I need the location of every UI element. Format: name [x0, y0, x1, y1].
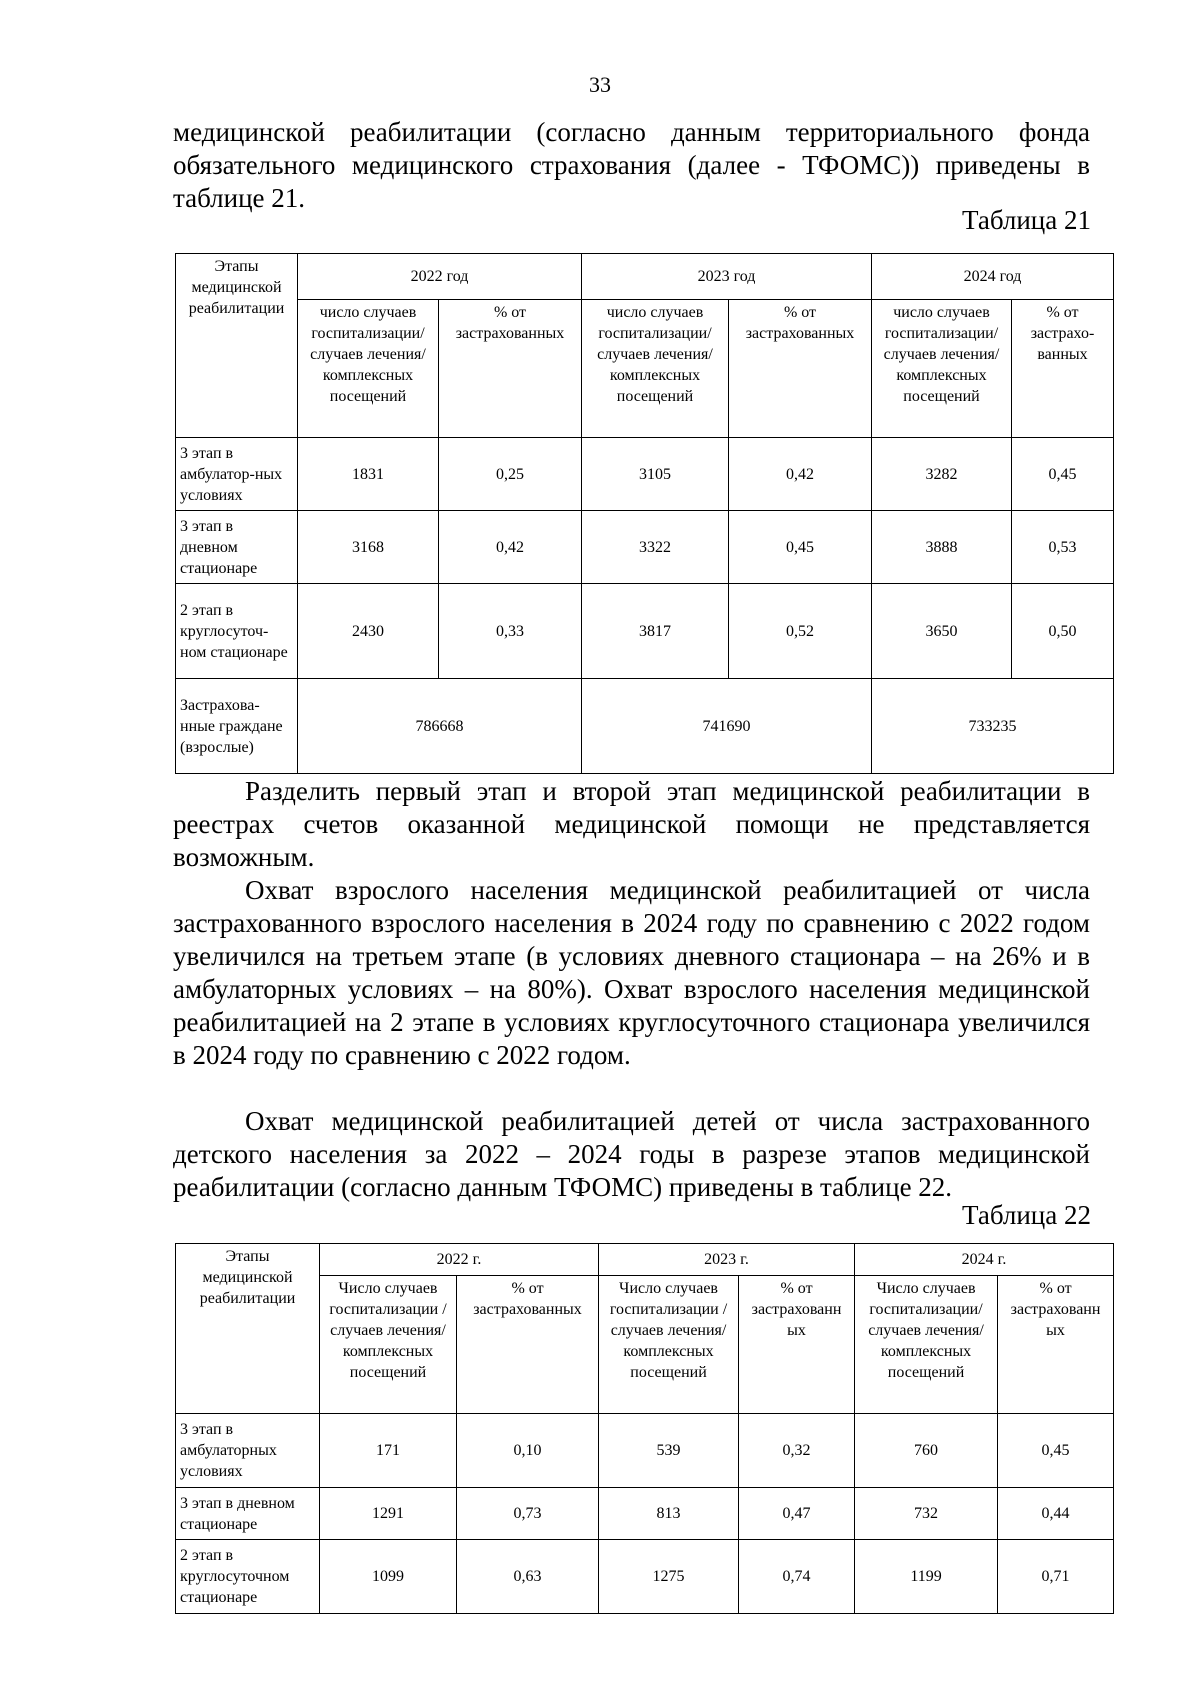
table-21-stage-cell: Застрахова-нные граждане (взрослые) [176, 679, 298, 774]
table-21-count-header: число случаев госпитализации/ случаев лечения/ комплексных посещений [582, 300, 729, 438]
table-21-count-header: число случаев госпитализации/ случаев лечения/ комплексных посещений [298, 300, 439, 438]
table-21-year-header: 2023 год [582, 254, 872, 300]
table-21-stage-cell: 2 этап в круглосуточ-ном стационаре [176, 584, 298, 679]
table-cell: 733235 [872, 679, 1114, 774]
table-22-stage-cell: 3 этап в амбулаторных условиях [176, 1414, 320, 1488]
table-cell: 0,42 [439, 511, 582, 584]
table-22-stage-cell: 3 этап в дневном стационаре [176, 1488, 320, 1540]
table-cell: 0,42 [729, 438, 872, 511]
table-21-stage-cell: 3 этап в дневном стационаре [176, 511, 298, 584]
table-cell: 3888 [872, 511, 1012, 584]
table-cell: 0,47 [739, 1488, 855, 1540]
table-row [176, 511, 1114, 584]
table-22-stage-header: Этапы медицинской реабилитации [176, 1244, 320, 1414]
table-cell: 1275 [599, 1540, 739, 1614]
table-cell: 539 [599, 1414, 739, 1488]
table-22-count-header: Число случаев госпитализации / случаев лечения/ комплексных посещений [599, 1276, 739, 1414]
table-cell: 0,32 [739, 1414, 855, 1488]
table-cell: 0,33 [439, 584, 582, 679]
table-22 [175, 1243, 1114, 1614]
table-cell: 1199 [855, 1540, 998, 1614]
table-21-year-header: 2022 год [298, 254, 582, 300]
table-22-caption: Таблица 22 [962, 1200, 1091, 1230]
table-cell: 0,52 [729, 584, 872, 679]
table-21-stage-cell: 3 этап в амбулатор-ных условиях [176, 438, 298, 511]
table-cell: 3322 [582, 511, 729, 584]
table-cell: 0,71 [998, 1540, 1114, 1614]
table-cell: 0,73 [457, 1488, 599, 1540]
table-cell: 0,45 [729, 511, 872, 584]
table-cell: 0,45 [1012, 438, 1114, 511]
table-cell: 3817 [582, 584, 729, 679]
page-number: 33 [589, 72, 611, 97]
table-cell: 786668 [298, 679, 582, 774]
table-21 [175, 253, 1114, 774]
table-cell: 3168 [298, 511, 439, 584]
table-22-stage-cell: 2 этап в круглосуточном стационаре [176, 1540, 320, 1614]
table-cell: 2430 [298, 584, 439, 679]
intro-paragraph: медицинской реабилитации (согласно данным территориального фонда обязательного медицинского страхования (далее - ТФОМС)) приведены в таблице 21. [173, 117, 1090, 213]
table-cell: 0,45 [998, 1414, 1114, 1488]
table-21-percent-header: % от застрахованных [729, 300, 872, 438]
table-row [176, 584, 1114, 679]
table-21-insured-row [176, 679, 1114, 774]
table-21-stage-header: Этапы медицинской реабилитации [176, 254, 298, 438]
paragraph-3: Охват медицинской реабилитацией детей от числа застрахованного детского населения за 2022 – 2024 годы в разрезе этапов медицинской реабилитации (согласно данным ТФОМС) приведены в таблице 22. [173, 1106, 1090, 1202]
table-cell: 171 [320, 1414, 457, 1488]
table-22-year-header: 2022 г. [320, 1244, 599, 1276]
table-21-percent-header: % от застрахо-ванных [1012, 300, 1114, 438]
table-22-year-header: 2024 г. [855, 1244, 1114, 1276]
table-cell: 1099 [320, 1540, 457, 1614]
table-cell: 813 [599, 1488, 739, 1540]
table-21-count-header: число случаев госпитализации/ случаев лечения/ комплексных посещений [872, 300, 1012, 438]
table-cell: 741690 [582, 679, 872, 774]
table-21-percent-header: % от застрахованных [439, 300, 582, 438]
table-cell: 1291 [320, 1488, 457, 1540]
table-cell: 0,25 [439, 438, 582, 511]
table-cell: 0,50 [1012, 584, 1114, 679]
table-22-percent-header: % от застрахованн ых [998, 1276, 1114, 1414]
table-cell: 3105 [582, 438, 729, 511]
table-22-percent-header: % от застрахованн ых [739, 1276, 855, 1414]
table-row [176, 1540, 1114, 1614]
table-cell: 760 [855, 1414, 998, 1488]
table-cell: 732 [855, 1488, 998, 1540]
table-21-caption: Таблица 21 [962, 205, 1091, 235]
table-22-count-header: Число случаев госпитализации / случаев лечения/ комплексных посещений [320, 1276, 457, 1414]
table-row [176, 1488, 1114, 1540]
table-cell: 1831 [298, 438, 439, 511]
table-cell: 3650 [872, 584, 1012, 679]
table-22-year-header: 2023 г. [599, 1244, 855, 1276]
table-cell: 0,53 [1012, 511, 1114, 584]
table-cell: 3282 [872, 438, 1012, 511]
table-21-year-header: 2024 год [872, 254, 1114, 300]
table-row [176, 1414, 1114, 1488]
table-row [176, 438, 1114, 511]
table-cell: 0,74 [739, 1540, 855, 1614]
table-cell: 0,63 [457, 1540, 599, 1614]
table-cell: 0,44 [998, 1488, 1114, 1540]
table-22-percent-header: % от застрахованных [457, 1276, 599, 1414]
paragraph-1: Разделить первый этап и второй этап медицинской реабилитации в реестрах счетов оказанной медицинской помощи не представляется возможным. [173, 776, 1090, 872]
table-22-count-header: Число случаев госпитализации/ случаев лечения/ комплексных посещений [855, 1276, 998, 1414]
table-cell: 0,10 [457, 1414, 599, 1488]
paragraph-2: Охват взрослого населения медицинской реабилитацией от числа застрахованного взрослого населения в 2024 году по сравнению с 2022 годом увеличился на третьем этапе (в условиях дневного стационара – на 26% и в амбулаторных условиях – на 80%). Охват взрослого населения медицинской реабилитацией на 2 этапе в условиях круглосуточного стационара увеличился в 2024 году по сравнению с 2022 годом. [173, 875, 1090, 1070]
